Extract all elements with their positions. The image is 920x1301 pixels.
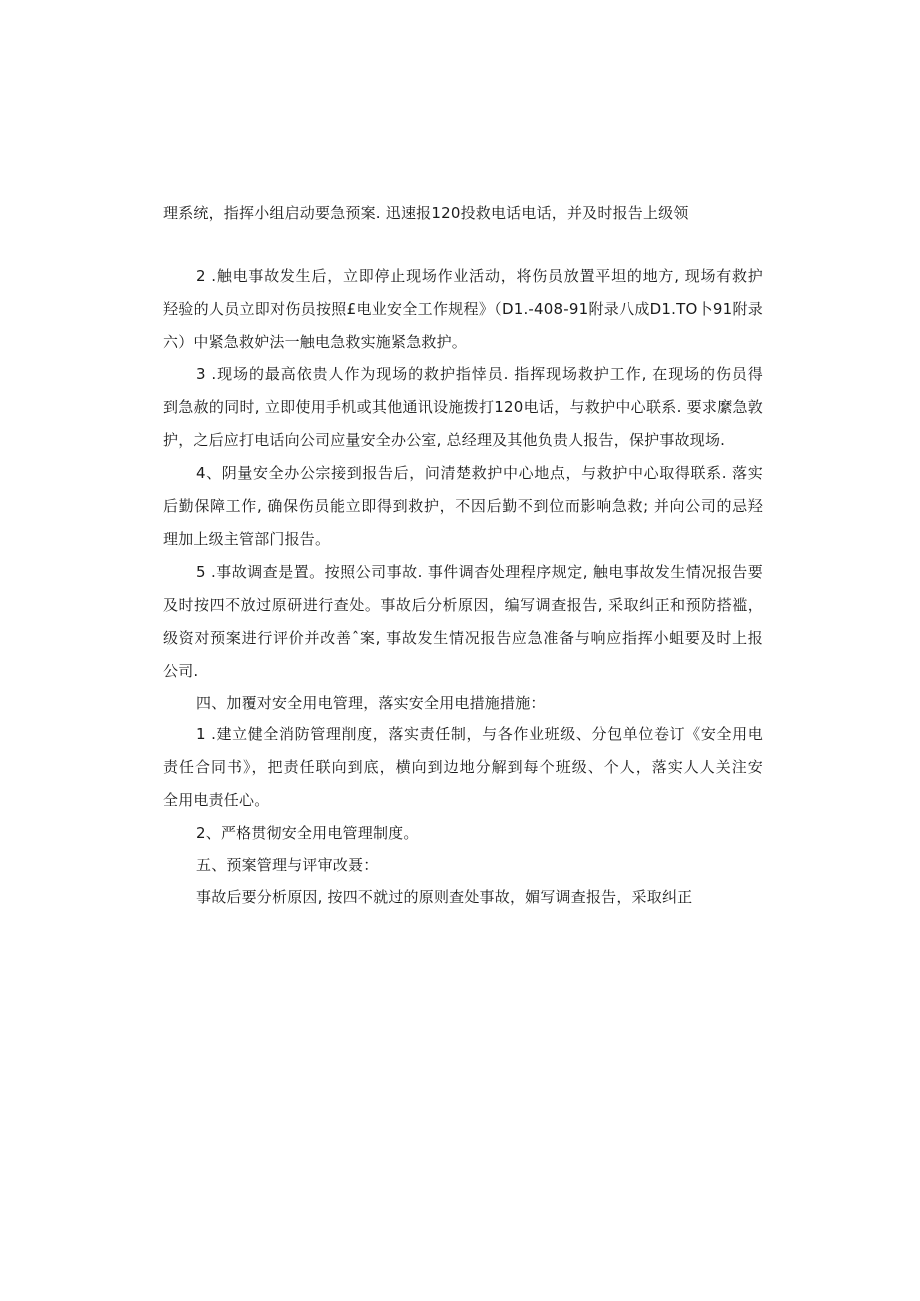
paragraph-line-8: 4、阴量安全办公宗接到报告后，问清楚救护中心地点，与救护中心取得联系. 落实 [196, 464, 763, 482]
section-heading-5: 五、预案管理与评审改聂： [196, 856, 379, 874]
paragraph-line-17: 责任合同书》，把责任联向到底，横向到边地分解到每个班级、个人，落实人人关注安 [163, 758, 763, 776]
paragraph-line-2: 2 .触电事故发生后，立即停止现场作业活动，将伤员放置平坦的地方, 现场有救护 [196, 267, 763, 285]
paragraph-line-10: 理加上级主管部门报告。 [163, 530, 331, 548]
paragraph-line-21: 事故后要分析原因, 按四不就过的原则查处事故，媚写调查报告，采取纠正 [196, 888, 693, 906]
paragraph-line-1: 理系统，指挥小组启动要急预案. 迅速报120投救电话电话，并及时报告上级领 [163, 204, 689, 222]
paragraph-line-9: 后勤保障工作, 确保伤员能立即得到救护，不因后勤不到位而影响急救; 并向公司的忌羟 [163, 497, 763, 515]
section-heading-4: 四、加覆对安全用电管理，落实安全用电措施措施： [196, 694, 546, 712]
paragraph-line-4: 六）中紧急救妒法一触电急救实施紧急救护。 [163, 333, 468, 351]
paragraph-line-6: 到急赦的同时, 立即使用手机或其他通讯设施拨打120电话，与救护中心联系. 要求縻急敦 [163, 398, 763, 416]
paragraph-line-11: 5 .事故调查是置。按照公司事故. 事件调杳处理程序规定, 触电事故发生情况报告要 [196, 563, 763, 581]
paragraph-line-3: 羟验的人员立即对伤员按照£电业安全工作规程》（D1.-408-91附录八成D1.TO卜91附录 [163, 300, 763, 318]
paragraph-line-18: 全用电责任心。 [163, 791, 270, 809]
paragraph-line-14: 公司. [163, 662, 199, 680]
paragraph-line-5: 3 .现场的最高依贵人作为现场的救护指悻员. 指挥现场救护工作, 在现场的伤员得 [196, 365, 763, 383]
paragraph-line-7: 护，之后应打电话向公司应量安全办公室, 总经理及其他负贵人报告，保护事故现场. [163, 431, 726, 449]
paragraph-line-19: 2、严格贯彻安全用电管理制度。 [196, 824, 419, 842]
paragraph-line-16: 1 .建立健全消防管理削度，落实责任制，与各作业班级、分包单位卷订《安全用电 [196, 725, 763, 743]
paragraph-line-13: 级资对预案进行评价并改善ˆ案, 事故发生情况报告应急准备与响应指挥小蛆要及时上报 [163, 629, 763, 647]
paragraph-line-12: 及时按四不放过原研进行查处。事故后分析原因，编写调查报告, 采取纠正和预防搭褴， [163, 596, 763, 614]
